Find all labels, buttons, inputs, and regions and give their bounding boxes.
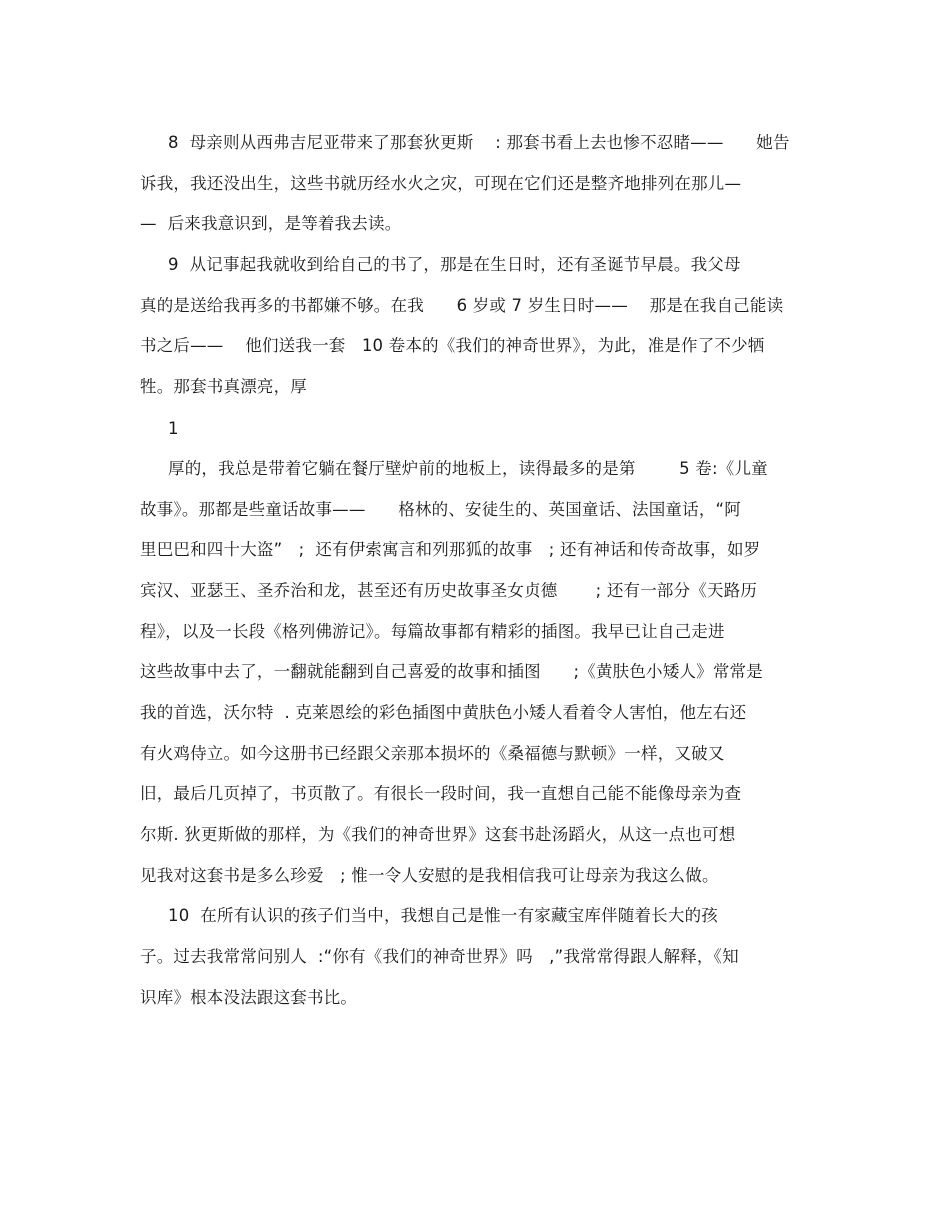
text-line: 故事》。那都是些童话故事—— 格林的、安徒生的、英国童话、法国童话，“阿 — [140, 500, 741, 519]
page-number: 1 — [168, 419, 179, 438]
text-line: — 后来我意识到，是等着我去读。 — [140, 214, 402, 233]
text-line: 书之后—— 他们送我一套 10 卷本的《我们的神奇世界》，为此，准是作了不少牺 — [140, 336, 765, 355]
text-line: 尔斯. 狄更斯做的那样，为《我们的神奇世界》这套书赴汤蹈火，从这一点也可想 — [140, 825, 736, 844]
text-line: 10 在所有认识的孩子们当中，我想自己是惟一有家藏宝库伴随着长大的孩 — [168, 906, 718, 925]
text-line: 我的首选，沃尔特 . 克莱恩绘的彩色插图中黄肤色小矮人看着令人害怕，他左右还 — [140, 703, 747, 722]
text-line: 宾汉、亚瑟王、圣乔治和龙，甚至还有历史故事圣女贞德 ; 还有一部分《天路历 — [140, 581, 758, 600]
text-line: 诉我，我还没出生，这些书就历经水火之灾，可现在它们还是整齐地排列在那儿— — [140, 174, 742, 193]
text-line: 9 从记事起我就收到给自己的书了，那是在生日时，还有圣诞节早晨。我父母 — [168, 255, 741, 274]
text-line: 牲。那套书真漂亮，厚 — [140, 377, 307, 396]
text-line: 程》，以及一长段《格列佛游记》。每篇故事都有精彩的插图。我早已让自己走进 — [140, 622, 725, 641]
text-line: 里巴巴和四十大盗” ; 还有伊索寓言和列那狐的故事 ; 还有神话和传奇故事，如罗 — [140, 540, 761, 559]
text-line: 有火鸡侍立。如今这册书已经跟父亲那本损坏的《桑福德与默顿》一样，又破又 — [140, 744, 725, 763]
text-line: 子。过去我常常问别人 :“你有《我们的神奇世界》吗 ,”我常常得跟人解释，《知 — [140, 947, 739, 966]
text-line: 这些故事中去了，一翻就能翻到自己喜爱的故事和插图 ;《黄肤色小矮人》常常是 — [140, 662, 763, 681]
text-line: 旧，最后几页掉了，书页散了。有很长一段时间，我一直想自己能不能像母亲为查 — [140, 784, 742, 803]
text-line: 真的是送给我再多的书都嫌不够。在我 6 岁或 7 岁生日时—— 那是在我自己能读 — [140, 296, 784, 315]
text-line: 见我对这套书是多么珍爱 ; 惟一令人安慰的是我相信我可让母亲为我这么做。 — [140, 866, 719, 885]
text-line: 厚的，我总是带着它躺在餐厅壁炉前的地板上，读得最多的是第 5 卷:《儿童 — [168, 459, 768, 478]
text-line: 8 母亲则从西弗吉尼亚带来了那套狄更斯 : 那套书看上去也惨不忍睹—— 她告 — [168, 133, 790, 152]
text-line: 识库》根本没法跟这套书比。 — [140, 988, 358, 1007]
